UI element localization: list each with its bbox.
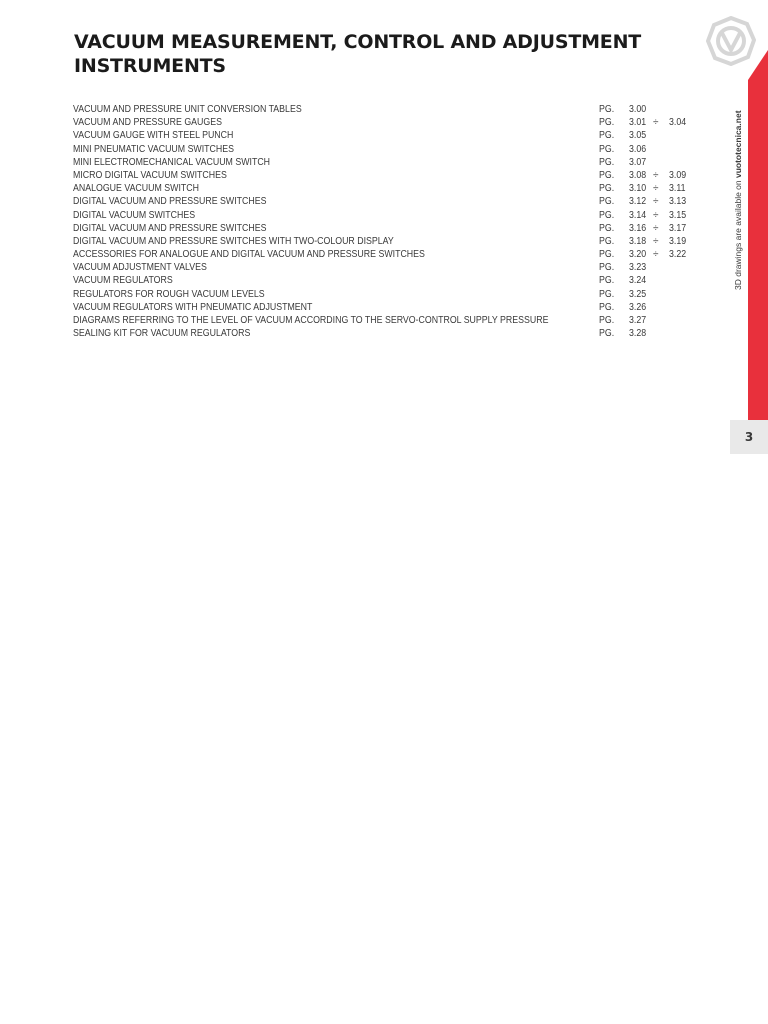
- toc-row[interactable]: [73, 169, 713, 182]
- toc-page-from: 3.18: [629, 235, 647, 247]
- toc-pg-prefix: PG.: [599, 315, 615, 326]
- toc-page-to: 3.11: [669, 183, 686, 195]
- toc-pg-prefix: PG.: [599, 104, 615, 115]
- toc-page-from: 3.12: [629, 196, 647, 208]
- toc-page-to: 3.22: [669, 249, 687, 261]
- toc-pg-prefix: PG.: [599, 169, 615, 181]
- toc-page-from: 3.23: [629, 262, 647, 274]
- toc-pg-prefix: PG.: [599, 301, 615, 313]
- toc-pg-prefix: PG.: [599, 328, 615, 340]
- toc-page-to: 3.19: [669, 235, 687, 247]
- toc-pg-prefix: PG.: [599, 183, 615, 195]
- toc-label: VACUUM AND PRESSURE UNIT CONVERSION TABLES: [73, 104, 302, 115]
- toc-label: DIAGRAMS REFERRING TO THE LEVEL OF VACUUM ACCORDING TO THE SERVO-CONTROL SUPPLY PRESSURE: [73, 315, 549, 326]
- toc-label: DIGITAL VACUUM SWITCHES: [73, 209, 196, 221]
- toc-row[interactable]: [73, 103, 713, 116]
- toc-page-from: 3.07: [629, 156, 647, 168]
- toc-pg-prefix: PG.: [599, 156, 615, 168]
- toc-label: VACUUM REGULATORS: [73, 275, 173, 287]
- toc-row[interactable]: [73, 209, 713, 222]
- toc-row[interactable]: [73, 261, 713, 274]
- toc-page-to: 3.09: [669, 169, 687, 181]
- toc-row[interactable]: [73, 222, 713, 235]
- toc-range-separator: ÷: [653, 249, 659, 261]
- toc-label: REGULATORS FOR ROUGH VACUUM LEVELS: [73, 288, 265, 300]
- toc-label: VACUUM REGULATORS WITH PNEUMATIC ADJUSTMENT: [73, 301, 313, 313]
- toc-page-from: 3.24: [629, 275, 647, 287]
- toc-page-from: 3.10: [629, 183, 647, 195]
- toc-pg-prefix: PG.: [599, 209, 615, 221]
- toc-row[interactable]: [73, 248, 713, 261]
- table-of-contents: [73, 103, 713, 340]
- side-note-link[interactable]: vuototecnica.net: [733, 110, 743, 179]
- toc-pg-prefix: PG.: [599, 249, 615, 261]
- toc-label: DIGITAL VACUUM AND PRESSURE SWITCHES WITH TWO-COLOUR DISPLAY: [73, 235, 394, 247]
- toc-label: ANALOGUE VACUUM SWITCH: [73, 183, 199, 195]
- toc-row[interactable]: [73, 301, 713, 314]
- toc-range-separator: ÷: [653, 222, 659, 234]
- toc-page-from: 3.06: [629, 143, 647, 155]
- toc-page-from: 3.08: [629, 169, 647, 181]
- toc-pg-prefix: PG.: [599, 222, 615, 234]
- toc-page-from: 3.00: [629, 104, 647, 115]
- toc-row[interactable]: [73, 235, 713, 248]
- toc-row[interactable]: [73, 143, 713, 156]
- page-number: 3: [744, 430, 754, 444]
- toc-pg-prefix: PG.: [599, 130, 615, 142]
- toc-pg-prefix: PG.: [599, 288, 615, 300]
- toc-pg-prefix: PG.: [599, 117, 615, 129]
- toc-range-separator: ÷: [653, 183, 659, 195]
- toc-page-from: 3.05: [629, 130, 647, 142]
- toc-pg-prefix: PG.: [599, 235, 615, 247]
- toc-page-from: 3.26: [629, 301, 647, 313]
- toc-row[interactable]: [73, 195, 713, 208]
- toc-page-from: 3.25: [629, 288, 647, 300]
- toc-pg-prefix: PG.: [599, 262, 615, 274]
- toc-row[interactable]: [73, 314, 713, 327]
- toc-label: VACUUM AND PRESSURE GAUGES: [73, 117, 222, 129]
- toc-page-from: 3.27: [629, 315, 647, 326]
- toc-label: MINI PNEUMATIC VACUUM SWITCHES: [73, 143, 235, 155]
- toc-page-to: 3.04: [669, 117, 687, 129]
- toc-row[interactable]: [73, 182, 713, 195]
- side-note-prefix: 3D drawings are available on: [733, 178, 743, 290]
- toc-label: DIGITAL VACUUM AND PRESSURE SWITCHES: [73, 196, 267, 208]
- side-note: [733, 110, 743, 290]
- red-side-band: [748, 50, 768, 422]
- toc-range-separator: ÷: [653, 169, 659, 181]
- toc-row[interactable]: [73, 274, 713, 287]
- toc-page-from: 3.01: [629, 117, 647, 129]
- toc-row[interactable]: [73, 116, 713, 129]
- toc-page-to: 3.15: [669, 209, 687, 221]
- page-title: VACUUM MEASUREMENT, CONTROL AND ADJUSTMENT INSTRUMENTS: [74, 31, 642, 77]
- toc-range-separator: ÷: [653, 235, 659, 247]
- toc-page-from: 3.28: [629, 328, 647, 340]
- toc-page-from: 3.16: [629, 222, 647, 234]
- toc-pg-prefix: PG.: [599, 196, 615, 208]
- toc-label: DIGITAL VACUUM AND PRESSURE SWITCHES: [73, 222, 267, 234]
- toc-label: MICRO DIGITAL VACUUM SWITCHES: [73, 169, 227, 181]
- toc-row[interactable]: [73, 288, 713, 301]
- toc-range-separator: ÷: [653, 117, 659, 129]
- toc-row[interactable]: [73, 129, 713, 142]
- toc-label: VACUUM ADJUSTMENT VALVES: [73, 262, 207, 274]
- toc-page-to: 3.17: [669, 222, 687, 234]
- toc-page-to: 3.13: [669, 196, 687, 208]
- toc-page-from: 3.20: [629, 249, 647, 261]
- page-number-tab: [730, 420, 768, 454]
- toc-range-separator: ÷: [653, 196, 659, 208]
- toc-row[interactable]: [73, 156, 713, 169]
- toc-range-separator: ÷: [653, 209, 659, 221]
- toc-label: MINI ELECTROMECHANICAL VACUUM SWITCH: [73, 156, 271, 168]
- toc-label: ACCESSORIES FOR ANALOGUE AND DIGITAL VACUUM AND PRESSURE SWITCHES: [73, 249, 425, 261]
- toc-label: SEALING KIT FOR VACUUM REGULATORS: [73, 328, 251, 340]
- toc-label: VACUUM GAUGE WITH STEEL PUNCH: [73, 130, 234, 142]
- toc-pg-prefix: PG.: [599, 143, 615, 155]
- toc-row[interactable]: [73, 327, 713, 340]
- toc-pg-prefix: PG.: [599, 275, 615, 287]
- toc-page-from: 3.14: [629, 209, 647, 221]
